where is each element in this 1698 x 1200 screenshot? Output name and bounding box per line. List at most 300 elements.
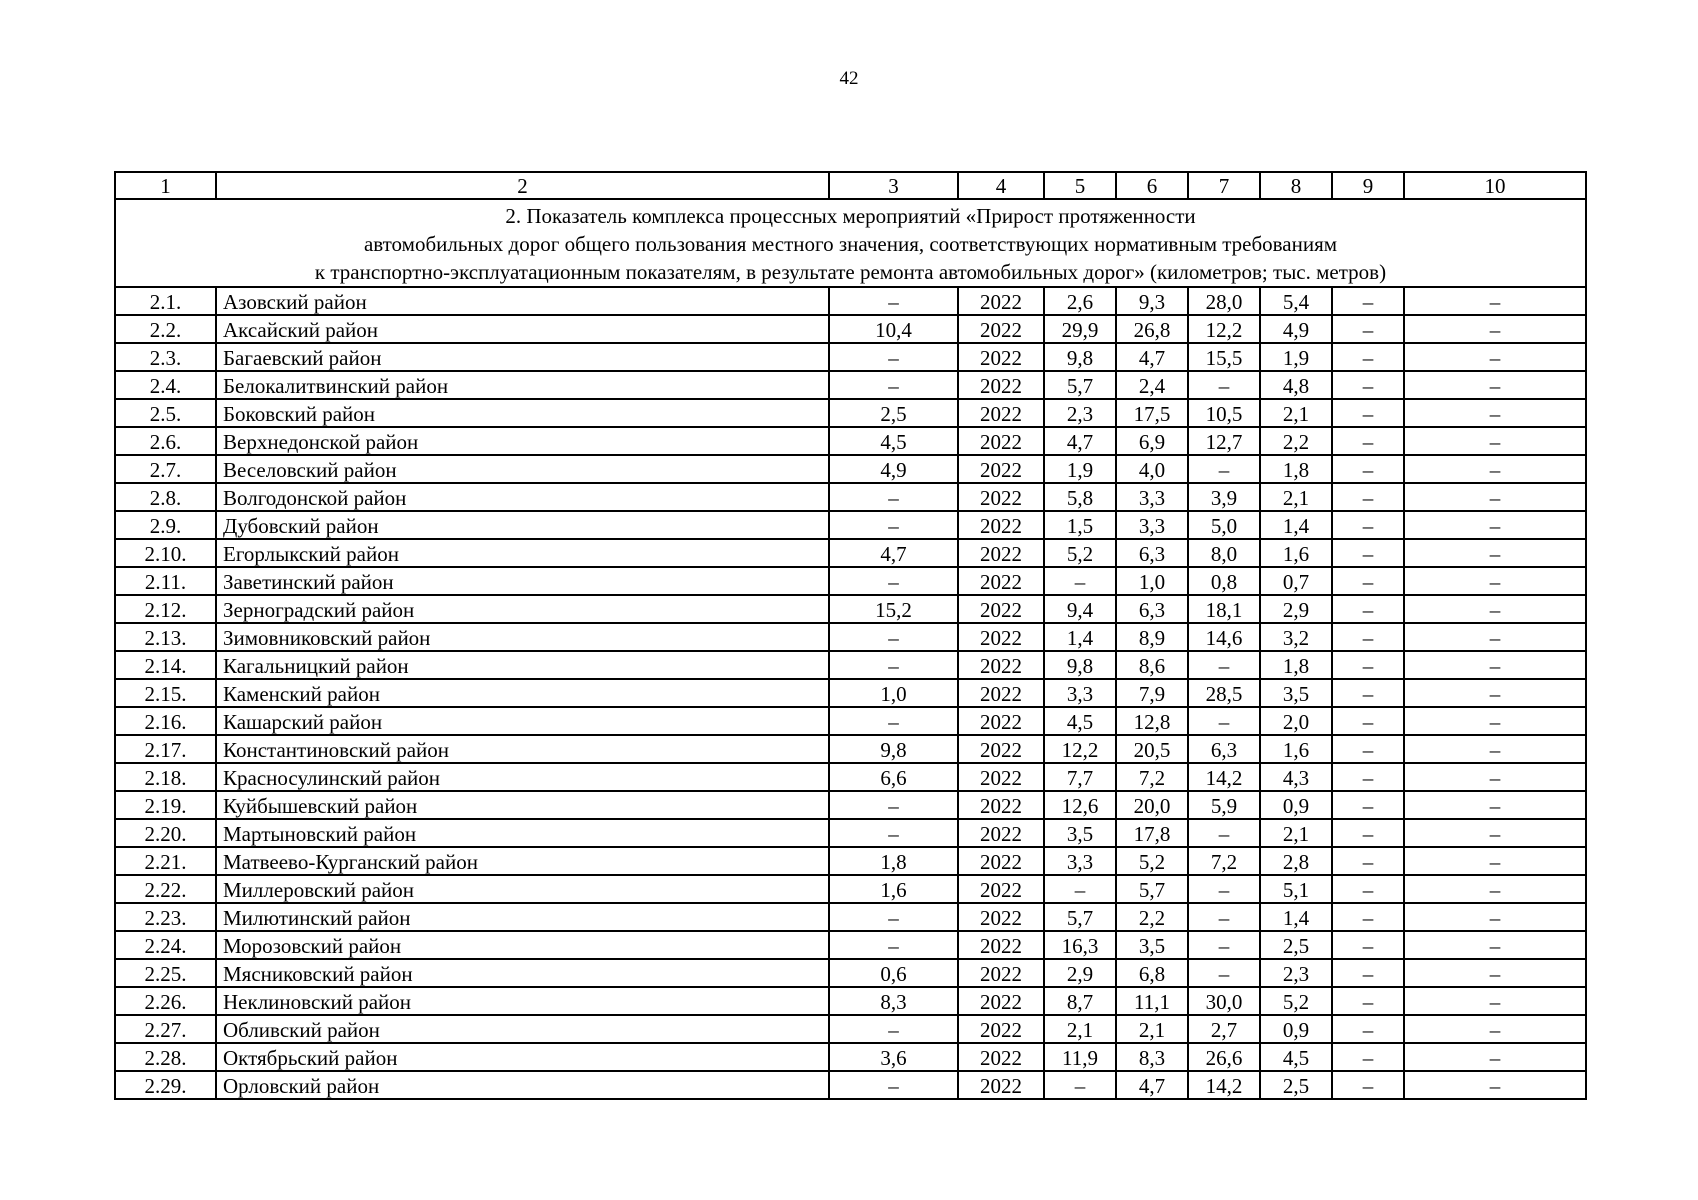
col6-cell: 8,6 bbox=[1116, 651, 1188, 679]
col6-cell: 20,0 bbox=[1116, 791, 1188, 819]
col6-cell: 6,3 bbox=[1116, 539, 1188, 567]
table-row bbox=[115, 483, 1586, 511]
col7-cell: 14,6 bbox=[1188, 623, 1260, 651]
col8-cell: 2,1 bbox=[1260, 483, 1332, 511]
district-name-cell: Куйбышевский район bbox=[216, 791, 829, 819]
table-row bbox=[115, 735, 1586, 763]
col3-cell: 4,9 bbox=[829, 455, 958, 483]
row-number-cell: 2.2. bbox=[115, 315, 216, 343]
col5-cell: 8,7 bbox=[1044, 987, 1116, 1015]
col7-cell: 3,9 bbox=[1188, 483, 1260, 511]
table-row bbox=[115, 455, 1586, 483]
col9-cell: – bbox=[1332, 707, 1404, 735]
col8-cell: 5,2 bbox=[1260, 987, 1332, 1015]
col5-cell: 5,7 bbox=[1044, 371, 1116, 399]
row-number-cell: 2.18. bbox=[115, 763, 216, 791]
col10-cell: – bbox=[1404, 483, 1586, 511]
col5-cell: 9,8 bbox=[1044, 343, 1116, 371]
table-row bbox=[115, 987, 1586, 1015]
col6-cell: 7,9 bbox=[1116, 679, 1188, 707]
col6-cell: 12,8 bbox=[1116, 707, 1188, 735]
col10-cell: – bbox=[1404, 903, 1586, 931]
district-name-cell: Заветинский район bbox=[216, 567, 829, 595]
row-number-cell: 2.22. bbox=[115, 875, 216, 903]
table-row bbox=[115, 567, 1586, 595]
col3-cell: 1,0 bbox=[829, 679, 958, 707]
column-header-7: 7 bbox=[1188, 172, 1260, 199]
col5-cell: 1,9 bbox=[1044, 455, 1116, 483]
row-number-cell: 2.8. bbox=[115, 483, 216, 511]
year-cell: 2022 bbox=[958, 539, 1044, 567]
col3-cell: – bbox=[829, 651, 958, 679]
row-number-cell: 2.11. bbox=[115, 567, 216, 595]
col8-cell: 3,5 bbox=[1260, 679, 1332, 707]
table-row bbox=[115, 315, 1586, 343]
col3-cell: 4,5 bbox=[829, 427, 958, 455]
year-cell: 2022 bbox=[958, 735, 1044, 763]
col8-cell: 0,9 bbox=[1260, 791, 1332, 819]
col6-cell: 5,2 bbox=[1116, 847, 1188, 875]
col5-cell: 12,2 bbox=[1044, 735, 1116, 763]
col10-cell: – bbox=[1404, 847, 1586, 875]
col8-cell: 5,4 bbox=[1260, 287, 1332, 315]
col9-cell: – bbox=[1332, 987, 1404, 1015]
column-header-3: 3 bbox=[829, 172, 958, 199]
year-cell: 2022 bbox=[958, 987, 1044, 1015]
col8-cell: 2,5 bbox=[1260, 931, 1332, 959]
year-cell: 2022 bbox=[958, 819, 1044, 847]
col10-cell: – bbox=[1404, 735, 1586, 763]
col8-cell: 1,8 bbox=[1260, 651, 1332, 679]
col7-cell: 18,1 bbox=[1188, 595, 1260, 623]
col6-cell: 3,3 bbox=[1116, 511, 1188, 539]
year-cell: 2022 bbox=[958, 847, 1044, 875]
col3-cell: – bbox=[829, 483, 958, 511]
col3-cell: 10,4 bbox=[829, 315, 958, 343]
col5-cell: 5,8 bbox=[1044, 483, 1116, 511]
col5-cell: 4,5 bbox=[1044, 707, 1116, 735]
col9-cell: – bbox=[1332, 1015, 1404, 1043]
col5-cell: 29,9 bbox=[1044, 315, 1116, 343]
row-number-cell: 2.10. bbox=[115, 539, 216, 567]
col6-cell: 11,1 bbox=[1116, 987, 1188, 1015]
col5-cell: 1,5 bbox=[1044, 511, 1116, 539]
col6-cell: 8,9 bbox=[1116, 623, 1188, 651]
col5-cell: 11,9 bbox=[1044, 1043, 1116, 1071]
col7-cell: 15,5 bbox=[1188, 343, 1260, 371]
col8-cell: 2,5 bbox=[1260, 1071, 1332, 1099]
district-name-cell: Матвеево-Курганский район bbox=[216, 847, 829, 875]
col10-cell: – bbox=[1404, 343, 1586, 371]
col8-cell: 4,5 bbox=[1260, 1043, 1332, 1071]
col9-cell: – bbox=[1332, 1071, 1404, 1099]
col8-cell: 2,2 bbox=[1260, 427, 1332, 455]
district-name-cell: Обливский район bbox=[216, 1015, 829, 1043]
col7-cell: – bbox=[1188, 931, 1260, 959]
page-number: 42 bbox=[839, 68, 859, 89]
col7-cell: 26,6 bbox=[1188, 1043, 1260, 1071]
table-row bbox=[115, 623, 1586, 651]
col3-cell: 6,6 bbox=[829, 763, 958, 791]
col5-cell: 3,5 bbox=[1044, 819, 1116, 847]
col6-cell: 17,5 bbox=[1116, 399, 1188, 427]
row-number-cell: 2.17. bbox=[115, 735, 216, 763]
table-row bbox=[115, 763, 1586, 791]
col5-cell: 1,4 bbox=[1044, 623, 1116, 651]
col7-cell: 0,8 bbox=[1188, 567, 1260, 595]
table-row bbox=[115, 343, 1586, 371]
col8-cell: 4,9 bbox=[1260, 315, 1332, 343]
col7-cell: 30,0 bbox=[1188, 987, 1260, 1015]
col5-cell: 2,3 bbox=[1044, 399, 1116, 427]
col6-cell: 4,0 bbox=[1116, 455, 1188, 483]
col6-cell: 20,5 bbox=[1116, 735, 1188, 763]
col3-cell: – bbox=[829, 791, 958, 819]
col10-cell: – bbox=[1404, 287, 1586, 315]
col5-cell: – bbox=[1044, 567, 1116, 595]
year-cell: 2022 bbox=[958, 455, 1044, 483]
col5-cell: 2,6 bbox=[1044, 287, 1116, 315]
year-cell: 2022 bbox=[958, 623, 1044, 651]
col8-cell: 2,9 bbox=[1260, 595, 1332, 623]
col3-cell: – bbox=[829, 931, 958, 959]
col6-cell: 2,1 bbox=[1116, 1015, 1188, 1043]
table-row bbox=[115, 1043, 1586, 1071]
col9-cell: – bbox=[1332, 875, 1404, 903]
col3-cell: 15,2 bbox=[829, 595, 958, 623]
col7-cell: 2,7 bbox=[1188, 1015, 1260, 1043]
col10-cell: – bbox=[1404, 539, 1586, 567]
row-number-cell: 2.21. bbox=[115, 847, 216, 875]
district-name-cell: Кашарский район bbox=[216, 707, 829, 735]
col10-cell: – bbox=[1404, 595, 1586, 623]
col6-cell: 8,3 bbox=[1116, 1043, 1188, 1071]
year-cell: 2022 bbox=[958, 315, 1044, 343]
year-cell: 2022 bbox=[958, 399, 1044, 427]
col7-cell: 6,3 bbox=[1188, 735, 1260, 763]
col3-cell: – bbox=[829, 1015, 958, 1043]
district-name-cell: Зерноградский район bbox=[216, 595, 829, 623]
column-header-8: 8 bbox=[1260, 172, 1332, 199]
col9-cell: – bbox=[1332, 567, 1404, 595]
table-row bbox=[115, 651, 1586, 679]
table-row bbox=[115, 1015, 1586, 1043]
table-row bbox=[115, 287, 1586, 315]
col3-cell: 2,5 bbox=[829, 399, 958, 427]
table-row bbox=[115, 427, 1586, 455]
col9-cell: – bbox=[1332, 1043, 1404, 1071]
col10-cell: – bbox=[1404, 623, 1586, 651]
year-cell: 2022 bbox=[958, 371, 1044, 399]
col6-cell: 5,7 bbox=[1116, 875, 1188, 903]
row-number-cell: 2.25. bbox=[115, 959, 216, 987]
col7-cell: 5,9 bbox=[1188, 791, 1260, 819]
col8-cell: 1,8 bbox=[1260, 455, 1332, 483]
table-row bbox=[115, 399, 1586, 427]
col5-cell: 12,6 bbox=[1044, 791, 1116, 819]
year-cell: 2022 bbox=[958, 1071, 1044, 1099]
district-name-cell: Азовский район bbox=[216, 287, 829, 315]
col8-cell: 2,0 bbox=[1260, 707, 1332, 735]
col7-cell: – bbox=[1188, 903, 1260, 931]
row-number-cell: 2.9. bbox=[115, 511, 216, 539]
col7-cell: – bbox=[1188, 707, 1260, 735]
section-title-line-2: автомобильных дорог общего пользования местного значения, соответствующих нормативным требованиям bbox=[363, 232, 1338, 256]
col9-cell: – bbox=[1332, 287, 1404, 315]
col6-cell: 6,9 bbox=[1116, 427, 1188, 455]
col8-cell: 2,3 bbox=[1260, 959, 1332, 987]
col9-cell: – bbox=[1332, 511, 1404, 539]
col3-cell: 4,7 bbox=[829, 539, 958, 567]
col5-cell: 16,3 bbox=[1044, 931, 1116, 959]
col3-cell: – bbox=[829, 819, 958, 847]
row-number-cell: 2.5. bbox=[115, 399, 216, 427]
col6-cell: 9,3 bbox=[1116, 287, 1188, 315]
col3-cell: 1,6 bbox=[829, 875, 958, 903]
col10-cell: – bbox=[1404, 763, 1586, 791]
col5-cell: 9,4 bbox=[1044, 595, 1116, 623]
col3-cell: – bbox=[829, 623, 958, 651]
col9-cell: – bbox=[1332, 847, 1404, 875]
col5-cell: 7,7 bbox=[1044, 763, 1116, 791]
table-row bbox=[115, 511, 1586, 539]
col3-cell: 0,6 bbox=[829, 959, 958, 987]
col8-cell: 0,7 bbox=[1260, 567, 1332, 595]
col6-cell: 2,4 bbox=[1116, 371, 1188, 399]
section-title-line-1: 2. Показатель комплекса процессных мероприятий «Прирост протяженности bbox=[505, 204, 1196, 228]
col7-cell: 5,0 bbox=[1188, 511, 1260, 539]
col10-cell: – bbox=[1404, 651, 1586, 679]
year-cell: 2022 bbox=[958, 427, 1044, 455]
district-name-cell: Октябрьский район bbox=[216, 1043, 829, 1071]
col5-cell: 3,3 bbox=[1044, 679, 1116, 707]
row-number-cell: 2.28. bbox=[115, 1043, 216, 1071]
col8-cell: 1,6 bbox=[1260, 539, 1332, 567]
district-name-cell: Егорлыкский район bbox=[216, 539, 829, 567]
col9-cell: – bbox=[1332, 959, 1404, 987]
col8-cell: 5,1 bbox=[1260, 875, 1332, 903]
column-number-header-row bbox=[115, 172, 1586, 199]
col10-cell: – bbox=[1404, 875, 1586, 903]
col10-cell: – bbox=[1404, 399, 1586, 427]
col6-cell: 2,2 bbox=[1116, 903, 1188, 931]
district-name-cell: Веселовский район bbox=[216, 455, 829, 483]
col7-cell: – bbox=[1188, 875, 1260, 903]
row-number-cell: 2.15. bbox=[115, 679, 216, 707]
table-row bbox=[115, 595, 1586, 623]
district-name-cell: Мартыновский район bbox=[216, 819, 829, 847]
col10-cell: – bbox=[1404, 959, 1586, 987]
col5-cell: – bbox=[1044, 875, 1116, 903]
year-cell: 2022 bbox=[958, 567, 1044, 595]
table-row bbox=[115, 819, 1586, 847]
col3-cell: – bbox=[829, 1071, 958, 1099]
col7-cell: – bbox=[1188, 651, 1260, 679]
year-cell: 2022 bbox=[958, 651, 1044, 679]
column-header-1: 1 bbox=[115, 172, 216, 199]
table-row bbox=[115, 679, 1586, 707]
row-number-cell: 2.14. bbox=[115, 651, 216, 679]
district-name-cell: Белокалитвинский район bbox=[216, 371, 829, 399]
row-number-cell: 2.1. bbox=[115, 287, 216, 315]
col3-cell: 3,6 bbox=[829, 1043, 958, 1071]
col5-cell: 9,8 bbox=[1044, 651, 1116, 679]
col6-cell: 7,2 bbox=[1116, 763, 1188, 791]
table-row bbox=[115, 959, 1586, 987]
table-row bbox=[115, 791, 1586, 819]
year-cell: 2022 bbox=[958, 875, 1044, 903]
column-header-9: 9 bbox=[1332, 172, 1404, 199]
district-name-cell: Милютинский район bbox=[216, 903, 829, 931]
section-title-line-3: к транспортно-эксплуатационным показателям, в результате ремонта автомобильных дорог» (километров; тыс. метров) bbox=[314, 260, 1387, 284]
row-number-cell: 2.3. bbox=[115, 343, 216, 371]
row-number-cell: 2.6. bbox=[115, 427, 216, 455]
col9-cell: – bbox=[1332, 651, 1404, 679]
district-name-cell: Верхнедонской район bbox=[216, 427, 829, 455]
col3-cell: 9,8 bbox=[829, 735, 958, 763]
table-row bbox=[115, 931, 1586, 959]
col10-cell: – bbox=[1404, 987, 1586, 1015]
col9-cell: – bbox=[1332, 903, 1404, 931]
row-number-cell: 2.23. bbox=[115, 903, 216, 931]
year-cell: 2022 bbox=[958, 763, 1044, 791]
col8-cell: 4,3 bbox=[1260, 763, 1332, 791]
year-cell: 2022 bbox=[958, 343, 1044, 371]
district-name-cell: Зимовниковский район bbox=[216, 623, 829, 651]
row-number-cell: 2.12. bbox=[115, 595, 216, 623]
table-row bbox=[115, 847, 1586, 875]
col7-cell: – bbox=[1188, 959, 1260, 987]
table-row bbox=[115, 707, 1586, 735]
col9-cell: – bbox=[1332, 539, 1404, 567]
col6-cell: 17,8 bbox=[1116, 819, 1188, 847]
district-name-cell: Красносулинский район bbox=[216, 763, 829, 791]
col9-cell: – bbox=[1332, 763, 1404, 791]
district-name-cell: Константиновский район bbox=[216, 735, 829, 763]
col7-cell: – bbox=[1188, 819, 1260, 847]
district-name-cell: Боковский район bbox=[216, 399, 829, 427]
year-cell: 2022 bbox=[958, 707, 1044, 735]
district-name-cell: Кагальницкий район bbox=[216, 651, 829, 679]
district-name-cell: Неклиновский район bbox=[216, 987, 829, 1015]
district-name-cell: Орловский район bbox=[216, 1071, 829, 1099]
col6-cell: 3,5 bbox=[1116, 931, 1188, 959]
col6-cell: 26,8 bbox=[1116, 315, 1188, 343]
district-name-cell: Каменский район bbox=[216, 679, 829, 707]
col6-cell: 4,7 bbox=[1116, 1071, 1188, 1099]
year-cell: 2022 bbox=[958, 931, 1044, 959]
col3-cell: – bbox=[829, 707, 958, 735]
year-cell: 2022 bbox=[958, 511, 1044, 539]
col10-cell: – bbox=[1404, 931, 1586, 959]
col9-cell: – bbox=[1332, 735, 1404, 763]
row-number-cell: 2.29. bbox=[115, 1071, 216, 1099]
col9-cell: – bbox=[1332, 679, 1404, 707]
col7-cell: 12,2 bbox=[1188, 315, 1260, 343]
district-name-cell: Аксайский район bbox=[216, 315, 829, 343]
col8-cell: 1,6 bbox=[1260, 735, 1332, 763]
col8-cell: 4,8 bbox=[1260, 371, 1332, 399]
col10-cell: – bbox=[1404, 1043, 1586, 1071]
col7-cell: 7,2 bbox=[1188, 847, 1260, 875]
row-number-cell: 2.24. bbox=[115, 931, 216, 959]
table-row bbox=[115, 539, 1586, 567]
col9-cell: – bbox=[1332, 343, 1404, 371]
col9-cell: – bbox=[1332, 371, 1404, 399]
col7-cell: – bbox=[1188, 371, 1260, 399]
row-number-cell: 2.19. bbox=[115, 791, 216, 819]
col6-cell: 3,3 bbox=[1116, 483, 1188, 511]
col7-cell: 12,7 bbox=[1188, 427, 1260, 455]
col10-cell: – bbox=[1404, 791, 1586, 819]
column-header-4: 4 bbox=[958, 172, 1044, 199]
year-cell: 2022 bbox=[958, 959, 1044, 987]
col5-cell: 4,7 bbox=[1044, 427, 1116, 455]
col10-cell: – bbox=[1404, 1071, 1586, 1099]
col3-cell: – bbox=[829, 371, 958, 399]
district-name-cell: Миллеровский район bbox=[216, 875, 829, 903]
col10-cell: – bbox=[1404, 707, 1586, 735]
section-title bbox=[115, 199, 1586, 287]
col5-cell: 3,3 bbox=[1044, 847, 1116, 875]
col8-cell: 1,4 bbox=[1260, 511, 1332, 539]
row-number-cell: 2.20. bbox=[115, 819, 216, 847]
col9-cell: – bbox=[1332, 931, 1404, 959]
district-name-cell: Дубовский район bbox=[216, 511, 829, 539]
year-cell: 2022 bbox=[958, 903, 1044, 931]
col10-cell: – bbox=[1404, 679, 1586, 707]
col10-cell: – bbox=[1404, 427, 1586, 455]
indicators-table bbox=[114, 171, 1587, 1100]
col9-cell: – bbox=[1332, 595, 1404, 623]
row-number-cell: 2.4. bbox=[115, 371, 216, 399]
col8-cell: 2,1 bbox=[1260, 399, 1332, 427]
year-cell: 2022 bbox=[958, 679, 1044, 707]
section-title-row bbox=[115, 199, 1586, 287]
col9-cell: – bbox=[1332, 427, 1404, 455]
col3-cell: 8,3 bbox=[829, 987, 958, 1015]
col8-cell: 2,8 bbox=[1260, 847, 1332, 875]
col3-cell: – bbox=[829, 903, 958, 931]
col10-cell: – bbox=[1404, 1015, 1586, 1043]
year-cell: 2022 bbox=[958, 595, 1044, 623]
col9-cell: – bbox=[1332, 819, 1404, 847]
col5-cell: 5,2 bbox=[1044, 539, 1116, 567]
column-header-5: 5 bbox=[1044, 172, 1116, 199]
col5-cell: 2,1 bbox=[1044, 1015, 1116, 1043]
col9-cell: – bbox=[1332, 623, 1404, 651]
col8-cell: 1,9 bbox=[1260, 343, 1332, 371]
col6-cell: 1,0 bbox=[1116, 567, 1188, 595]
col8-cell: 3,2 bbox=[1260, 623, 1332, 651]
col7-cell: 8,0 bbox=[1188, 539, 1260, 567]
year-cell: 2022 bbox=[958, 287, 1044, 315]
column-header-6: 6 bbox=[1116, 172, 1188, 199]
col9-cell: – bbox=[1332, 791, 1404, 819]
district-name-cell: Мясниковский район bbox=[216, 959, 829, 987]
col5-cell: 5,7 bbox=[1044, 903, 1116, 931]
col7-cell: 28,5 bbox=[1188, 679, 1260, 707]
col10-cell: – bbox=[1404, 371, 1586, 399]
row-number-cell: 2.16. bbox=[115, 707, 216, 735]
col9-cell: – bbox=[1332, 399, 1404, 427]
col10-cell: – bbox=[1404, 315, 1586, 343]
year-cell: 2022 bbox=[958, 483, 1044, 511]
col7-cell: 14,2 bbox=[1188, 763, 1260, 791]
col3-cell: – bbox=[829, 343, 958, 371]
district-name-cell: Волгодонской район bbox=[216, 483, 829, 511]
col3-cell: 1,8 bbox=[829, 847, 958, 875]
